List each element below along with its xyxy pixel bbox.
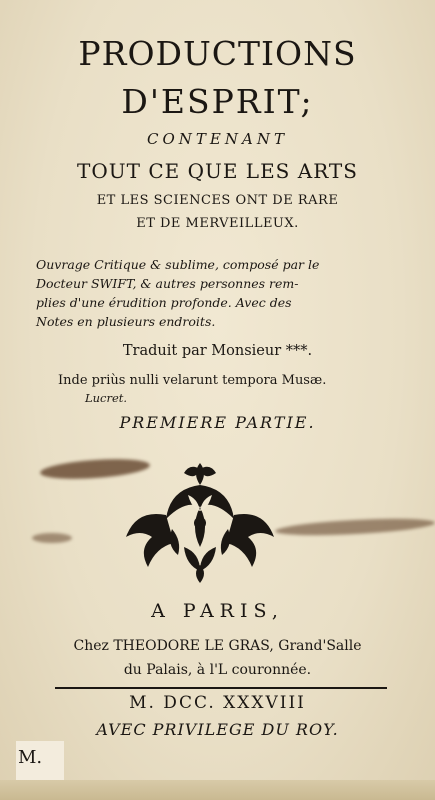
publisher-line-1: Chez THEODORE LE GRAS, Grand'Salle	[73, 638, 362, 654]
subtitle-line-2: ET LES SCIENCES ONT DE RARE	[96, 193, 339, 208]
publisher-line-2: du Palais, à l'L couronnée.	[123, 662, 312, 678]
subtitle-line-3: ET DE MERVEILLEUX.	[136, 216, 299, 231]
divider-rule	[55, 687, 387, 689]
description	[36, 255, 408, 331]
ownership-mark: M.	[18, 747, 43, 768]
subtitle-line-1: TOUT CE QUE LES ARTS	[77, 159, 358, 183]
stain-small	[32, 533, 72, 543]
description-line: Docteur SWIFT, & autres personnes rem-	[36, 276, 299, 291]
city: A PARIS,	[151, 600, 284, 622]
contenant-label: CONTENANT	[147, 130, 288, 148]
description-line: plies d'une érudition profonde. Avec des	[36, 295, 292, 310]
title-line-1: PRODUCTIONS	[78, 34, 357, 73]
motto: Inde priùs nulli velarunt tempora Musæ.	[58, 373, 327, 388]
title-line-2: D'ESPRIT;	[121, 82, 314, 121]
translator-line: Traduit par Monsieur ***.	[122, 343, 313, 359]
part-label: PREMIERE PARTIE.	[119, 413, 316, 432]
publication-year: M. DCC. XXXVIII	[129, 693, 306, 713]
stain-right	[275, 516, 435, 538]
privilege-line: AVEC PRIVILEGE DU ROY.	[96, 720, 339, 739]
motto-author: Lucret.	[85, 391, 128, 405]
description-line: Notes en plusieurs endroits.	[36, 314, 216, 329]
fleuron-icon	[122, 455, 278, 585]
page-edge	[0, 780, 435, 800]
description-line: Ouvrage Critique & sublime, composé par le	[36, 257, 320, 272]
